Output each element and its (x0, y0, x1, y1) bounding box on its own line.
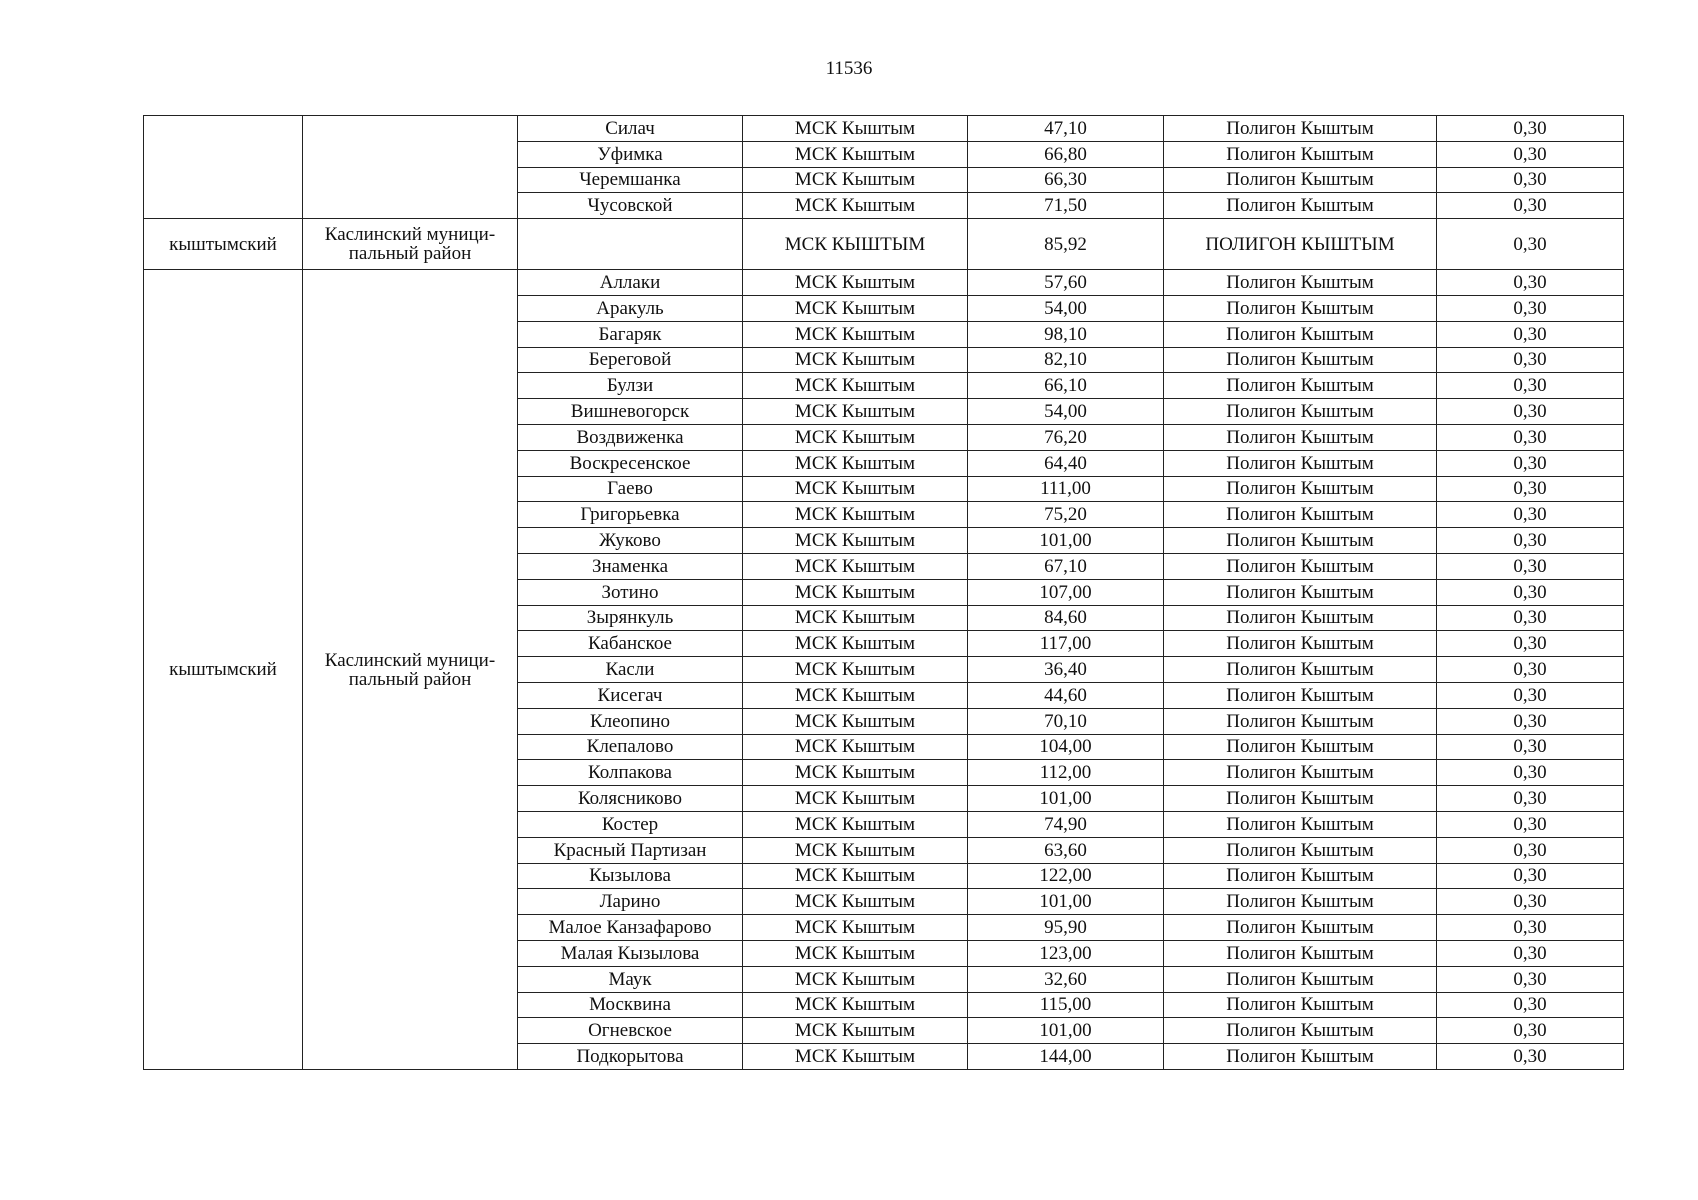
rate-cell: 0,30 (1437, 786, 1624, 812)
settlement-cell: Малая Кызылова (518, 940, 743, 966)
page-number: 11536 (825, 58, 873, 79)
district-cell (144, 116, 303, 219)
source-cell: МСК Кыштым (743, 966, 968, 992)
distance-cell: 85,92 (968, 219, 1164, 270)
source-cell: МСК Кыштым (743, 1018, 968, 1044)
rate-cell: 0,30 (1437, 219, 1624, 270)
rate-cell: 0,30 (1437, 992, 1624, 1018)
table-row (144, 219, 1624, 270)
source-cell: МСК Кыштым (743, 502, 968, 528)
table-body (144, 116, 1624, 1070)
settlement-cell: Клеопино (518, 708, 743, 734)
district-cell: кыштымский (144, 270, 303, 1070)
destination-cell: Полигон Кыштым (1164, 579, 1437, 605)
destination-cell: Полигон Кыштым (1164, 476, 1437, 502)
source-cell: МСК Кыштым (743, 270, 968, 296)
rate-cell: 0,30 (1437, 837, 1624, 863)
source-cell: МСК Кыштым (743, 708, 968, 734)
route-table (143, 115, 1624, 1070)
rate-cell: 0,30 (1437, 528, 1624, 554)
settlement-cell: Воздвиженка (518, 424, 743, 450)
settlement-cell: Зырянкуль (518, 605, 743, 631)
rate-cell: 0,30 (1437, 347, 1624, 373)
source-cell: МСК Кыштым (743, 811, 968, 837)
source-cell: МСК Кыштым (743, 476, 968, 502)
distance-cell: 95,90 (968, 915, 1164, 941)
destination-cell: Полигон Кыштым (1164, 863, 1437, 889)
district-cell: кыштымский (144, 219, 303, 270)
distance-cell: 44,60 (968, 682, 1164, 708)
distance-cell: 54,00 (968, 295, 1164, 321)
rate-cell: 0,30 (1437, 863, 1624, 889)
distance-cell: 101,00 (968, 1018, 1164, 1044)
rate-cell: 0,30 (1437, 321, 1624, 347)
distance-cell: 107,00 (968, 579, 1164, 605)
distance-cell: 57,60 (968, 270, 1164, 296)
settlement-cell: Воскресенское (518, 450, 743, 476)
source-cell: МСК Кыштым (743, 915, 968, 941)
destination-cell: Полигон Кыштым (1164, 193, 1437, 219)
destination-cell: ПОЛИГОН КЫШТЫМ (1164, 219, 1437, 270)
distance-cell: 76,20 (968, 424, 1164, 450)
distance-cell: 84,60 (968, 605, 1164, 631)
settlement-cell: Маук (518, 966, 743, 992)
destination-cell: Полигон Кыштым (1164, 966, 1437, 992)
rate-cell: 0,30 (1437, 760, 1624, 786)
source-cell: МСК Кыштым (743, 450, 968, 476)
destination-cell: Полигон Кыштым (1164, 992, 1437, 1018)
distance-cell: 63,60 (968, 837, 1164, 863)
source-cell: МСК Кыштым (743, 373, 968, 399)
table-row (144, 116, 1624, 142)
settlement-cell: Кисегач (518, 682, 743, 708)
destination-cell: Полигон Кыштым (1164, 116, 1437, 142)
rate-cell: 0,30 (1437, 167, 1624, 193)
settlement-cell: Клепалово (518, 734, 743, 760)
settlement-cell: Силач (518, 116, 743, 142)
distance-cell: 67,10 (968, 553, 1164, 579)
distance-cell: 32,60 (968, 966, 1164, 992)
rate-cell: 0,30 (1437, 399, 1624, 425)
settlement-cell: Аллаки (518, 270, 743, 296)
settlement-cell: Колясниково (518, 786, 743, 812)
distance-cell: 54,00 (968, 399, 1164, 425)
settlement-cell: Костер (518, 811, 743, 837)
settlement-cell: Знаменка (518, 553, 743, 579)
distance-cell: 101,00 (968, 786, 1164, 812)
rate-cell: 0,30 (1437, 605, 1624, 631)
destination-cell: Полигон Кыштым (1164, 450, 1437, 476)
source-cell: МСК Кыштым (743, 579, 968, 605)
destination-cell: Полигон Кыштым (1164, 424, 1437, 450)
rate-cell: 0,30 (1437, 450, 1624, 476)
source-cell: МСК Кыштым (743, 863, 968, 889)
source-cell: МСК Кыштым (743, 347, 968, 373)
rate-cell: 0,30 (1437, 270, 1624, 296)
settlement-cell: Аракуль (518, 295, 743, 321)
source-cell: МСК Кыштым (743, 682, 968, 708)
rate-cell: 0,30 (1437, 553, 1624, 579)
settlement-cell: Подкорытова (518, 1044, 743, 1070)
source-cell: МСК Кыштым (743, 734, 968, 760)
distance-cell: 70,10 (968, 708, 1164, 734)
destination-cell: Полигон Кыштым (1164, 347, 1437, 373)
destination-cell: Полигон Кыштым (1164, 295, 1437, 321)
municipality-cell: Каслинский муници-пальный район (303, 219, 518, 270)
destination-cell: Полигон Кыштым (1164, 321, 1437, 347)
settlement-cell: Москвина (518, 992, 743, 1018)
rate-cell: 0,30 (1437, 682, 1624, 708)
settlement-cell: Вишневогорск (518, 399, 743, 425)
distance-cell: 112,00 (968, 760, 1164, 786)
source-cell: МСК Кыштым (743, 528, 968, 554)
destination-cell: Полигон Кыштым (1164, 553, 1437, 579)
distance-cell: 122,00 (968, 863, 1164, 889)
source-cell: МСК Кыштым (743, 295, 968, 321)
distance-cell: 71,50 (968, 193, 1164, 219)
destination-cell: Полигон Кыштым (1164, 373, 1437, 399)
distance-cell: 123,00 (968, 940, 1164, 966)
destination-cell: Полигон Кыштым (1164, 528, 1437, 554)
source-cell: МСК Кыштым (743, 605, 968, 631)
destination-cell: Полигон Кыштым (1164, 141, 1437, 167)
destination-cell: Полигон Кыштым (1164, 502, 1437, 528)
distance-cell: 75,20 (968, 502, 1164, 528)
destination-cell: Полигон Кыштым (1164, 811, 1437, 837)
distance-cell: 82,10 (968, 347, 1164, 373)
source-cell: МСК Кыштым (743, 889, 968, 915)
distance-cell: 117,00 (968, 631, 1164, 657)
settlement-cell: Багаряк (518, 321, 743, 347)
destination-cell: Полигон Кыштым (1164, 605, 1437, 631)
rate-cell: 0,30 (1437, 502, 1624, 528)
destination-cell: Полигон Кыштым (1164, 270, 1437, 296)
settlement-cell: Малое Канзафарово (518, 915, 743, 941)
distance-cell: 115,00 (968, 992, 1164, 1018)
rate-cell: 0,30 (1437, 193, 1624, 219)
distance-cell: 64,40 (968, 450, 1164, 476)
settlement-cell: Кызылова (518, 863, 743, 889)
settlement-cell: Гаево (518, 476, 743, 502)
rate-cell: 0,30 (1437, 476, 1624, 502)
destination-cell: Полигон Кыштым (1164, 631, 1437, 657)
settlement-cell: Касли (518, 657, 743, 683)
distance-cell: 101,00 (968, 889, 1164, 915)
source-cell: МСК Кыштым (743, 193, 968, 219)
destination-cell: Полигон Кыштым (1164, 786, 1437, 812)
rate-cell: 0,30 (1437, 295, 1624, 321)
table-row (144, 270, 1624, 296)
rate-cell: 0,30 (1437, 579, 1624, 605)
distance-cell: 66,10 (968, 373, 1164, 399)
settlement-cell: Черемшанка (518, 167, 743, 193)
rate-cell: 0,30 (1437, 1044, 1624, 1070)
rate-cell: 0,30 (1437, 424, 1624, 450)
settlement-cell: Береговой (518, 347, 743, 373)
rate-cell: 0,30 (1437, 141, 1624, 167)
rate-cell: 0,30 (1437, 1018, 1624, 1044)
destination-cell: Полигон Кыштым (1164, 399, 1437, 425)
destination-cell: Полигон Кыштым (1164, 837, 1437, 863)
source-cell: МСК Кыштым (743, 167, 968, 193)
municipality-cell (303, 116, 518, 219)
rate-cell: 0,30 (1437, 734, 1624, 760)
destination-cell: Полигон Кыштым (1164, 1018, 1437, 1044)
municipality-cell: Каслинский муници-пальный район (303, 270, 518, 1070)
distance-cell: 66,80 (968, 141, 1164, 167)
destination-cell: Полигон Кыштым (1164, 167, 1437, 193)
source-cell: МСК Кыштым (743, 657, 968, 683)
source-cell: МСК Кыштым (743, 631, 968, 657)
source-cell: МСК Кыштым (743, 116, 968, 142)
settlement-cell: Чусовской (518, 193, 743, 219)
settlement-cell: Уфимка (518, 141, 743, 167)
destination-cell: Полигон Кыштым (1164, 1044, 1437, 1070)
rate-cell: 0,30 (1437, 373, 1624, 399)
destination-cell: Полигон Кыштым (1164, 915, 1437, 941)
destination-cell: Полигон Кыштым (1164, 734, 1437, 760)
distance-cell: 36,40 (968, 657, 1164, 683)
destination-cell: Полигон Кыштым (1164, 889, 1437, 915)
rate-cell: 0,30 (1437, 915, 1624, 941)
destination-cell: Полигон Кыштым (1164, 760, 1437, 786)
distance-cell: 104,00 (968, 734, 1164, 760)
settlement-cell: Жуково (518, 528, 743, 554)
source-cell: МСК Кыштым (743, 940, 968, 966)
rate-cell: 0,30 (1437, 889, 1624, 915)
rate-cell: 0,30 (1437, 966, 1624, 992)
source-cell: МСК Кыштым (743, 424, 968, 450)
source-cell: МСК КЫШТЫМ (743, 219, 968, 270)
settlement-cell (518, 219, 743, 270)
destination-cell: Полигон Кыштым (1164, 682, 1437, 708)
settlement-cell: Красный Партизан (518, 837, 743, 863)
source-cell: МСК Кыштым (743, 992, 968, 1018)
distance-cell: 144,00 (968, 1044, 1164, 1070)
rate-cell: 0,30 (1437, 811, 1624, 837)
source-cell: МСК Кыштым (743, 786, 968, 812)
settlement-cell: Колпакова (518, 760, 743, 786)
rate-cell: 0,30 (1437, 940, 1624, 966)
distance-cell: 111,00 (968, 476, 1164, 502)
settlement-cell: Зотино (518, 579, 743, 605)
destination-cell: Полигон Кыштым (1164, 657, 1437, 683)
source-cell: МСК Кыштым (743, 837, 968, 863)
rate-cell: 0,30 (1437, 657, 1624, 683)
distance-cell: 101,00 (968, 528, 1164, 554)
rate-cell: 0,30 (1437, 708, 1624, 734)
rate-cell: 0,30 (1437, 631, 1624, 657)
destination-cell: Полигон Кыштым (1164, 708, 1437, 734)
settlement-cell: Кабанское (518, 631, 743, 657)
rate-cell: 0,30 (1437, 116, 1624, 142)
source-cell: МСК Кыштым (743, 141, 968, 167)
destination-cell: Полигон Кыштым (1164, 940, 1437, 966)
source-cell: МСК Кыштым (743, 321, 968, 347)
source-cell: МСК Кыштым (743, 760, 968, 786)
settlement-cell: Ларино (518, 889, 743, 915)
distance-cell: 74,90 (968, 811, 1164, 837)
settlement-cell: Огневское (518, 1018, 743, 1044)
distance-cell: 98,10 (968, 321, 1164, 347)
distance-cell: 47,10 (968, 116, 1164, 142)
source-cell: МСК Кыштым (743, 1044, 968, 1070)
source-cell: МСК Кыштым (743, 553, 968, 579)
distance-cell: 66,30 (968, 167, 1164, 193)
source-cell: МСК Кыштым (743, 399, 968, 425)
settlement-cell: Булзи (518, 373, 743, 399)
settlement-cell: Григорьевка (518, 502, 743, 528)
